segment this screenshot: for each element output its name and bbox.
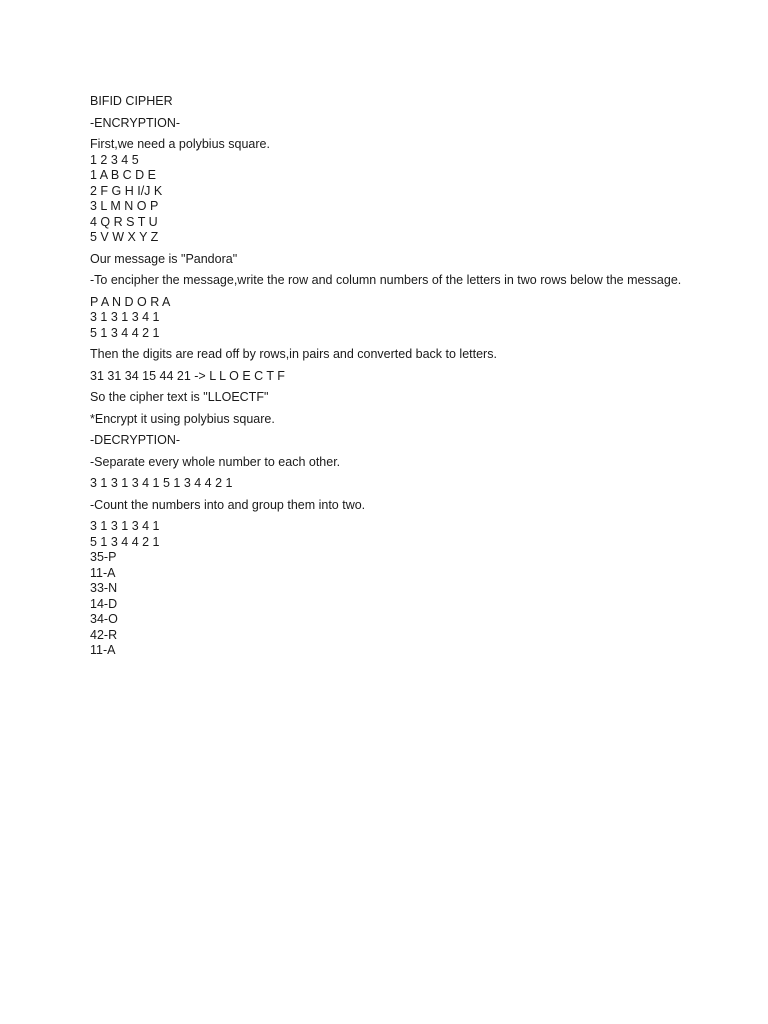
polybius-row: 4 Q R S T U <box>90 214 158 229</box>
document-title: BIFID CIPHER <box>90 94 173 108</box>
polybius-row: 1 A B C D E <box>90 168 157 182</box>
decrypt-row: 5 1 3 4 4 2 1 <box>90 534 160 549</box>
polybius-row: 1 2 3 4 5 <box>90 152 139 167</box>
decrypt-row: 35-P <box>90 550 117 564</box>
encipher-row: 5 1 3 4 4 2 1 <box>90 325 160 340</box>
encrypt-note: *Encrypt it using polybius square. <box>90 411 275 426</box>
polybius-square <box>90 153 690 246</box>
encryption-heading: -ENCRYPTION- <box>90 115 181 130</box>
cipher-result: So the cipher text is "LLOECTF" <box>90 390 269 404</box>
encipher-rows <box>90 295 690 342</box>
encipher-row: 3 1 3 1 3 4 1 <box>90 310 160 324</box>
separate-instruction: -Separate every whole number to each other. <box>90 454 341 469</box>
decrypt-row: 3 1 3 1 3 4 1 <box>90 519 160 533</box>
decrypt-row: 42-R <box>90 627 118 642</box>
polybius-row: 2 F G H I/J K <box>90 183 163 198</box>
encipher-instruction: -To encipher the message,write the row and column numbers of the letters in two rows below the message. <box>90 273 682 287</box>
decrypt-row: 14-D <box>90 596 118 611</box>
decrypt-row: 34-O <box>90 612 118 626</box>
count-instruction: -Count the numbers into and group them into two. <box>90 497 366 512</box>
readoff-text: Then the digits are read off by rows,in pairs and converted back to letters. <box>90 347 497 361</box>
document-page <box>90 94 690 659</box>
decrypt-row: 11-A <box>90 565 116 580</box>
intro-text: First,we need a polybius square. <box>90 137 270 151</box>
message-line: Our message is "Pandora" <box>90 251 238 266</box>
decrypt-row: 33-N <box>90 581 118 595</box>
decryption-heading: -DECRYPTION- <box>90 433 181 447</box>
separated-digits: 3 1 3 1 3 4 1 5 1 3 4 4 2 1 <box>90 476 233 490</box>
encipher-row: P A N D O R A <box>90 294 171 309</box>
polybius-row: 3 L M N O P <box>90 199 159 213</box>
polybius-row: 5 V W X Y Z <box>90 230 159 244</box>
decrypt-rows <box>90 519 690 659</box>
pairs-line: 31 31 34 15 44 21 -> L L O E C T F <box>90 368 285 383</box>
decrypt-row: 11-A <box>90 643 116 657</box>
